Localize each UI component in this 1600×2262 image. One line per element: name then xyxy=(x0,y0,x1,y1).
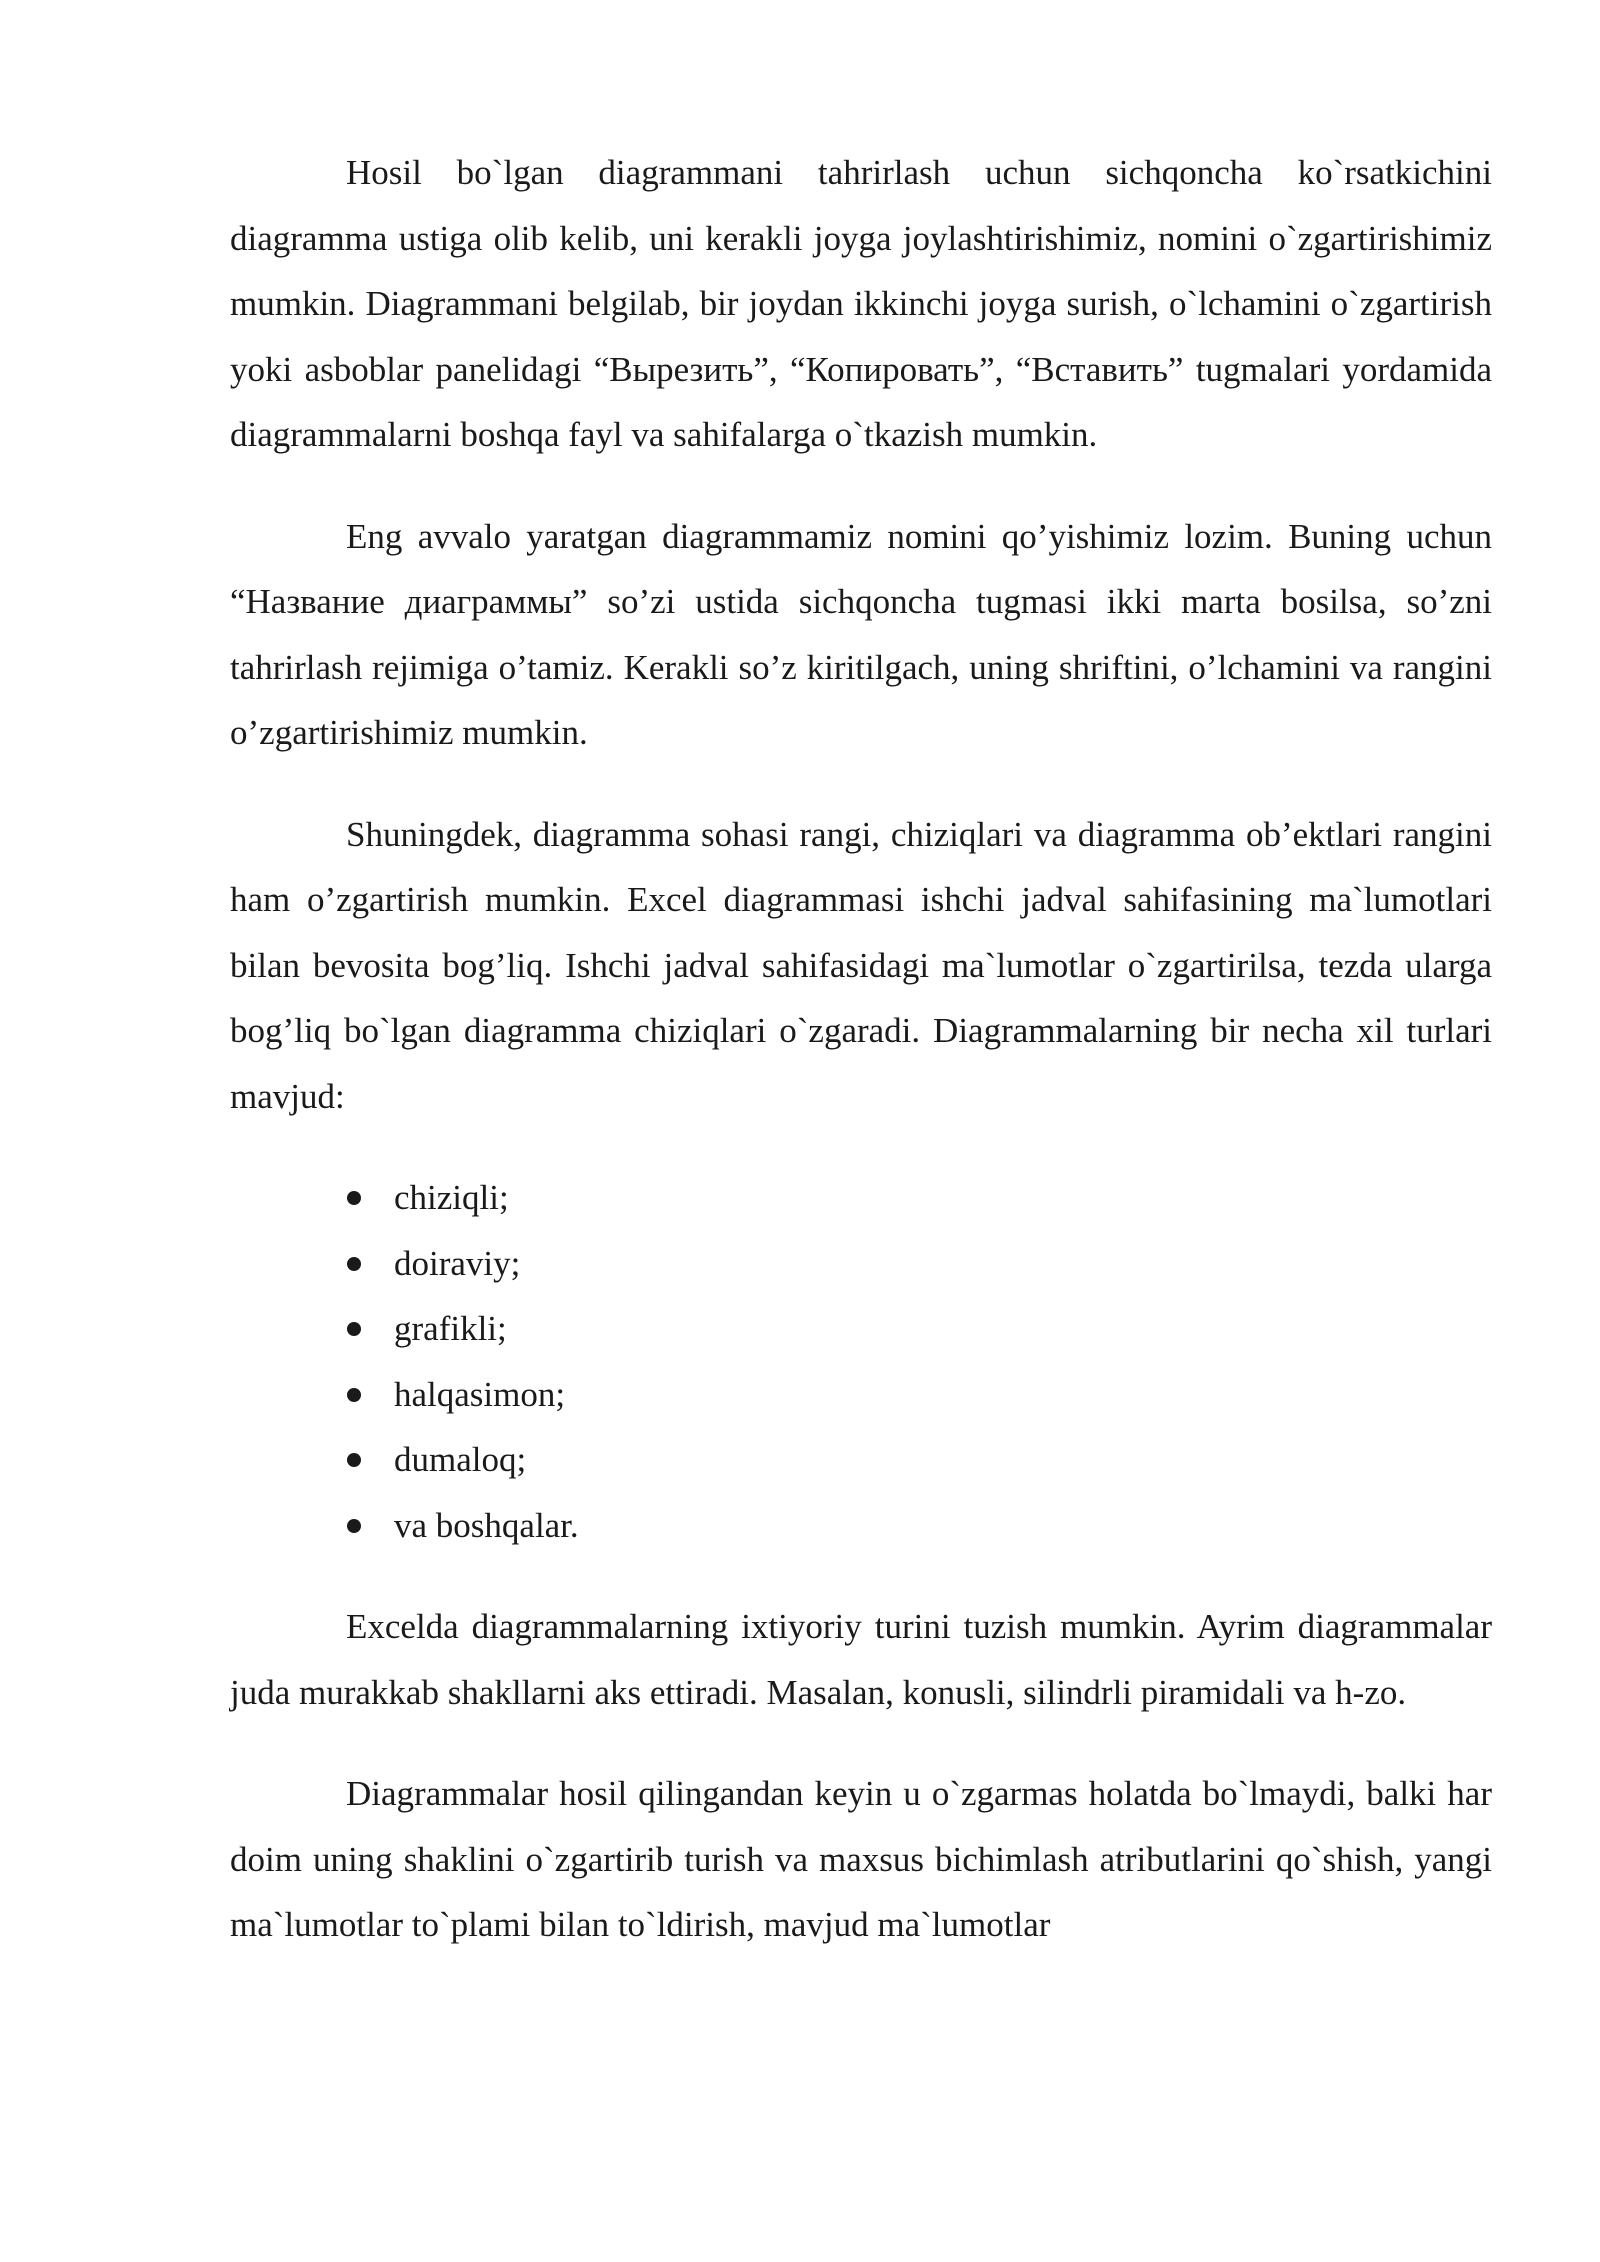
bullet-icon xyxy=(347,1257,361,1271)
list-item xyxy=(230,1296,1492,1362)
list-item xyxy=(230,1362,1492,1428)
diagram-types-list xyxy=(230,1165,1492,1558)
list-item xyxy=(230,1493,1492,1559)
paragraph-excel-diagram-types: Excelda diagrammalarning ixtiyoriy turini tuzish mumkin. Ayrim diagrammalar juda murakkab shakllarni aks ettiradi. Masalan, konusli, silindrli piramidali va h-zo. xyxy=(230,1607,1492,1712)
list-item xyxy=(230,1427,1492,1493)
list-item xyxy=(230,1165,1492,1231)
bullet-icon xyxy=(347,1519,361,1533)
bullet-icon xyxy=(347,1322,361,1336)
list-item-label: dumaloq; xyxy=(394,1440,527,1479)
list-item-label: halqasimon; xyxy=(394,1374,566,1414)
bullet-icon xyxy=(347,1388,361,1402)
list-item-label: doiraviy; xyxy=(394,1243,521,1283)
bullet-icon xyxy=(347,1453,361,1467)
list-item-label: grafikli; xyxy=(394,1309,507,1348)
paragraph-diagram-title: Eng avvalo yaratgan diagrammamiz nomini qo’yishimiz lozim. Buning uchun “Название диаграммы” so’zi ustida sichqoncha tugmasi ikki marta bosilsa, so’zni tahrirlash rejimiga o’tamiz. Kerakli so’z kiritilgach, uning shriftini, o’lchamini va rangini o’zgartirishimiz mumkin. xyxy=(230,516,1492,752)
paragraph-diagram-colors: Shuningdek, diagramma sohasi rangi, chiziqlari va diagramma ob’ektlari rangini ham o’zgartirish mumkin. Excel diagrammasi ishchi jadval sahifasining ma`lumotlari bilan bevosita bog’liq. Ishchi jadval sahifasidagi ma`lumotlar o`zgartirilsa, tezda ularga bog’liq bo`lgan diagramma chiziqlari o`zgaradi. Diagrammalarning bir necha xil turlari mavjud: xyxy=(230,814,1492,1116)
document-body xyxy=(230,140,1492,1994)
list-item-label: chiziqli; xyxy=(394,1178,509,1217)
list-item-label: va boshqalar. xyxy=(394,1505,579,1545)
paragraph-editing-diagram: Hosil bo`lgan diagrammani tahrirlash uchun sichqoncha ko`rsatkichini diagramma ustiga olib kelib, uni kerakli joyga joylashtirishimiz, nomini o`zgartirishimiz mumkin. Diagrammani belgilab, bir joydan ikkinchi joyga surish, o`lchamini o`zgartirish yoki asboblar panelidagi “Вырезить”, “Копировать”, “Вставить” tugmalari yordamida diagrammalarni boshqa fayl va sahifalarga o`tkazish mumkin. xyxy=(230,153,1492,454)
list-item xyxy=(230,1231,1492,1297)
bullet-icon xyxy=(347,1191,361,1205)
paragraph-diagram-modification: Diagrammalar hosil qilingandan keyin u o`zgarmas holatda bo`lmaydi, balki har doim uning shaklini o`zgartirib turish va maxsus bichimlash atributlarini qo`shish, yangi ma`lumotlar to`plami bilan to`ldirish, mavjud ma`lumotlar xyxy=(230,1774,1492,1944)
